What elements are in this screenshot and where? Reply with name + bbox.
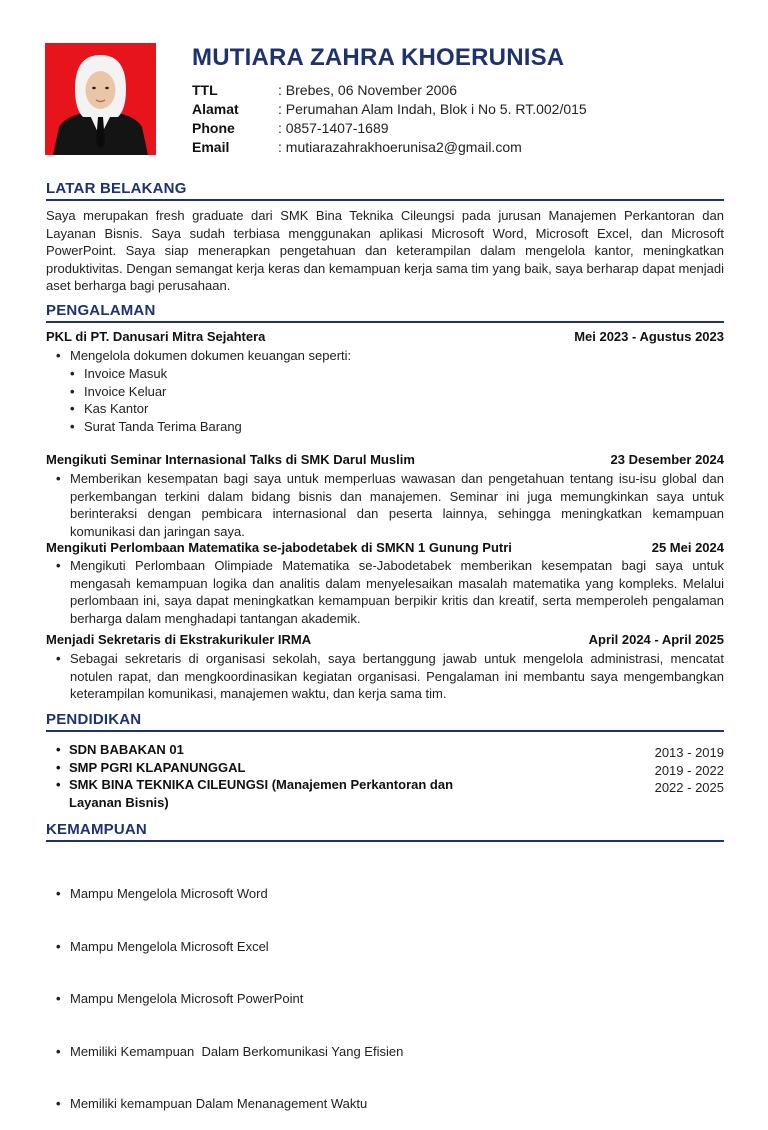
experience-subbullet: • Surat Tanda Terima Barang xyxy=(70,418,670,436)
section-title-skills: KEMAMPUAN xyxy=(46,821,147,838)
experience-header xyxy=(46,632,724,647)
info-label: TTL xyxy=(192,82,218,98)
section-divider xyxy=(46,840,724,842)
info-label: Email xyxy=(192,139,230,155)
info-row-phone xyxy=(192,119,587,138)
experience-bullet: • Mengikuti Perlombaan Olimpiade Matematika se-Jabodetabek memberikan kesempatan bagi saya untuk mengasah kemampuan logika dan analitis dalam menyelesaikan masalah matematika yang kompleks. Melalui perlombaan ini, saya dapat meningkatkan kemampuan berpikir kritis dan kreatif, serta memperoleh pengalaman berharga dalam menghadapi tantangan akademik. xyxy=(56,557,724,627)
education-school: • SMK BINA TEKNIKA CILEUNGSI (Manajemen Perkantoran dan Layanan Bisnis) xyxy=(56,776,486,811)
background-paragraph: Saya merupakan fresh graduate dari SMK Bina Teknika Cileungsi pada jurusan Manajemen Perkantoran dan Layanan Bisnis. Saya sudah terbiasa menggunakan aplikasi Microsoft Word, Microsoft Excel, dan Microsoft PowerPoint. Saya siap menerapkan pengetahuan dan keterampilan dalam mengelola kantor, meningkatkan produktivitas. Dengan semangat kerja keras dan kemampuan kerja sama tim yang baik, saya berharap dapat menjadi aset berharga bagi perusahaan. xyxy=(46,208,724,293)
skills-list xyxy=(56,850,724,1130)
section-divider xyxy=(46,321,724,323)
experience-bullets xyxy=(56,650,724,703)
skill-item: • Memiliki Kemampuan Dalam Berkomunikasi Yang Efisien xyxy=(56,1043,724,1061)
info-label: Phone xyxy=(192,120,235,136)
experience-bullet: • Sebagai sekretaris di organisasi sekolah, saya bertanggung jawab untuk mengelola administrasi, mencatat notulen rapat, dan mengkoordinasikan kegiatan organisasi. Pengalaman ini membantu saya mengembangkan keterampilan komunikasi, manajemen waktu, dan kerja sama tim. xyxy=(56,650,724,703)
experience-bullets xyxy=(56,470,724,540)
experience-header xyxy=(46,452,724,467)
experience-subbullet: • Invoice Keluar xyxy=(70,383,670,401)
experience-date: 23 Desember 2024 xyxy=(610,452,724,467)
experience-bullet: • Memberikan kesempatan bagi saya untuk memperluas wawasan dan pengetahuan tentang isu-isu global dan perkembangan terkini dalam bidang bisnis dan manajemen. Seminar ini juga memungkinkan saya untuk berinteraksi dengan pembicara internasional dan peserta lainnya, sehingga meningkatkan kemampuan komunikasi dan jaringan saya. xyxy=(56,470,724,540)
experience-header xyxy=(46,540,724,555)
contact-info xyxy=(192,81,587,157)
section-title-education: PENDIDIKAN xyxy=(46,711,142,728)
education-list xyxy=(56,741,486,811)
skill-item: • Memiliki kemampuan Dalam Menanagement Waktu xyxy=(56,1095,724,1113)
experience-bullet: • Mengelola dokumen dokumen keuangan seperti: xyxy=(56,347,724,365)
skill-item: • Mampu Mengelola Microsoft Excel xyxy=(56,938,724,956)
info-row-ttl xyxy=(192,81,587,100)
experience-header xyxy=(46,329,724,344)
experience-subbullet: • Invoice Masuk xyxy=(70,365,670,383)
skill-item: • Mampu Mengelola Microsoft PowerPoint xyxy=(56,990,724,1008)
experience-subbullets xyxy=(70,365,670,435)
section-title-experience: PENGALAMAN xyxy=(46,302,156,319)
section-title-background: LATAR BELAKANG xyxy=(46,180,187,197)
experience-title: Mengikuti Perlombaan Matematika se-jabodetabek di SMKN 1 Gunung Putri xyxy=(46,540,512,555)
education-years xyxy=(655,744,724,797)
info-label: Alamat xyxy=(192,101,239,117)
education-school: • SDN BABAKAN 01 xyxy=(56,741,486,759)
section-divider xyxy=(46,199,724,201)
experience-title: Mengikuti Seminar Internasional Talks di SMK Darul Muslim xyxy=(46,452,415,467)
info-value: : 0857-1407-1689 xyxy=(278,120,389,136)
experience-subbullet: • Kas Kantor xyxy=(70,400,670,418)
education-school: • SMP PGRI KLAPANUNGGAL xyxy=(56,759,486,777)
education-year: 2022 - 2025 xyxy=(654,780,724,795)
profile-photo xyxy=(45,43,156,155)
experience-title: PKL di PT. Danusari Mitra Sejahtera xyxy=(46,329,266,344)
info-value: : mutiarazahrakhoerunisa2@gmail.com xyxy=(278,139,522,155)
candidate-name: MUTIARA ZAHRA KHOERUNISA xyxy=(192,44,565,71)
experience-bullets xyxy=(56,347,724,365)
section-divider xyxy=(46,730,724,732)
experience-date: April 2024 - April 2025 xyxy=(588,632,724,647)
info-value: : Perumahan Alam Indah, Blok i No 5. RT.002/015 xyxy=(278,101,587,117)
education-year: 2019 - 2022 xyxy=(654,762,724,778)
experience-date: Mei 2023 - Agustus 2023 xyxy=(574,329,724,344)
info-row-email xyxy=(192,138,587,157)
experience-date: 25 Mei 2024 xyxy=(651,540,724,555)
experience-bullets xyxy=(56,557,724,627)
skill-item: • Mampu Mengelola Microsoft Word xyxy=(56,885,724,903)
info-row-address xyxy=(192,100,587,119)
experience-title: Menjadi Sekretaris di Ekstrakurikuler IRMA xyxy=(46,632,312,647)
education-year: 2013 - 2019 xyxy=(654,745,724,760)
info-value: : Brebes, 06 November 2006 xyxy=(278,82,457,98)
